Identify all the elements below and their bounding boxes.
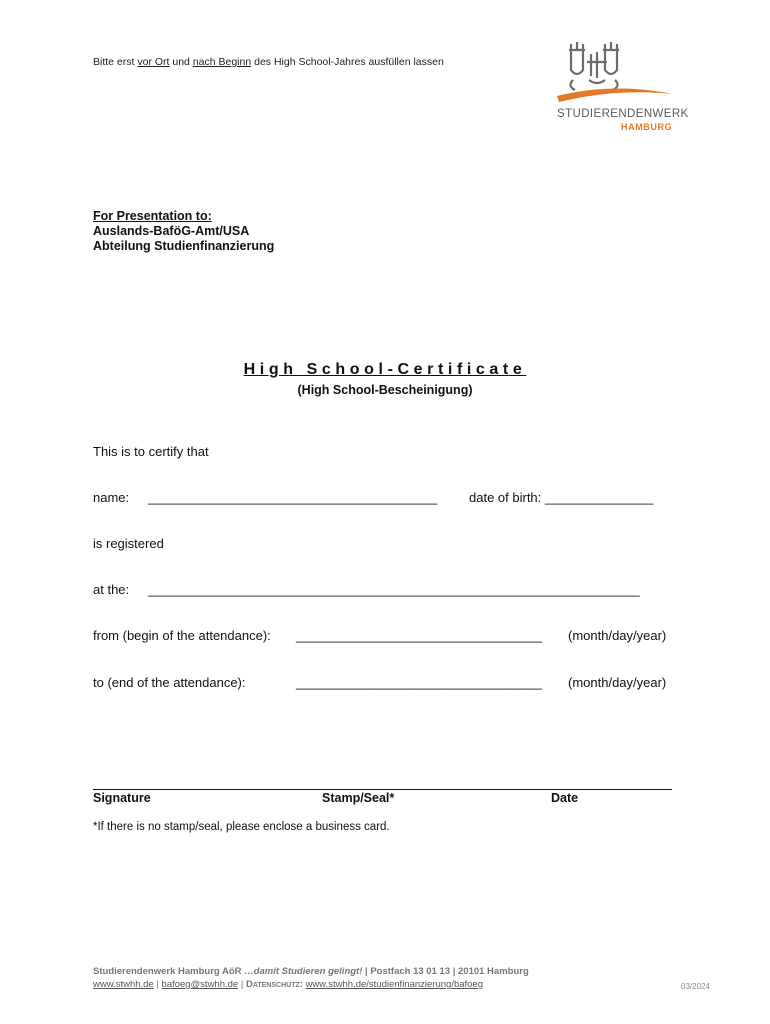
- signature-line[interactable]: [93, 789, 672, 790]
- footer-separator: |: [153, 979, 162, 990]
- recipient-address: [93, 209, 274, 254]
- instruction-text-3: des High School-Jahres ausfüllen lassen: [251, 56, 444, 68]
- recipient-heading: For Presentation to:: [93, 209, 212, 223]
- document-title: High School-Certificate: [243, 361, 527, 378]
- footer-email-link[interactable]: bafoeg@stwhh.de: [161, 979, 239, 990]
- end-date-format: (month/day/year): [568, 675, 667, 690]
- signature-label: Signature: [93, 791, 151, 805]
- logo-city: HAMBURG: [621, 122, 673, 132]
- school-label: at the:: [93, 582, 130, 597]
- footer-privacy-link[interactable]: www.stwhh.de/studienfinanzierung/bafoeg: [305, 979, 484, 990]
- instruction-note: [93, 56, 444, 68]
- date-label: Date: [551, 791, 579, 805]
- start-date-field[interactable]: __________________________________: [296, 628, 542, 643]
- footer-separator: |: [238, 979, 246, 990]
- stamp-label: Stamp/Seal*: [322, 791, 395, 805]
- start-date-format: (month/day/year): [568, 628, 667, 643]
- footer-privacy-label: Datenschutz:: [245, 979, 303, 990]
- instruction-emphasis-on-site: vor Ort: [137, 56, 170, 68]
- instruction-emphasis-after-start: nach Beginn: [192, 56, 252, 68]
- document-subtitle: (High School-Bescheinigung): [297, 383, 473, 397]
- footer-links: [93, 979, 483, 990]
- instruction-text-2: und: [169, 56, 193, 68]
- document-version: 03/2024: [681, 982, 710, 991]
- footer-slogan: …damit Studieren gelingt!: [244, 966, 363, 977]
- end-date-label: to (end of the attendance):: [93, 675, 246, 690]
- footer-organization: [93, 966, 529, 977]
- stamp-footnote: *If there is no stamp/seal, please enclose a business card.: [93, 821, 390, 833]
- footer-postal: | Postfach 13 01 13 | 20101 Hamburg: [362, 966, 529, 977]
- footer-org-name: Studierendenwerk Hamburg AöR: [93, 966, 245, 977]
- instruction-text-1: Bitte erst: [93, 56, 138, 68]
- start-date-label: from (begin of the attendance):: [93, 628, 271, 643]
- school-field[interactable]: ____________________________________________________________________: [148, 582, 640, 597]
- logo-wordmark: STUDIERENDENWERK: [557, 108, 689, 120]
- name-label: name:: [93, 490, 130, 505]
- registered-text: is registered: [93, 536, 164, 551]
- footer-website-link[interactable]: www.stwhh.de: [93, 979, 154, 990]
- end-date-field[interactable]: __________________________________: [296, 675, 542, 690]
- certify-intro: This is to certify that: [93, 444, 209, 459]
- recipient-office: Auslands-BaföG-Amt/USA: [93, 224, 250, 238]
- date-of-birth-field[interactable]: date of birth: _______________: [469, 490, 654, 505]
- name-field[interactable]: ________________________________________: [148, 490, 438, 505]
- recipient-department: Abteilung Studienfinanzierung: [93, 239, 275, 253]
